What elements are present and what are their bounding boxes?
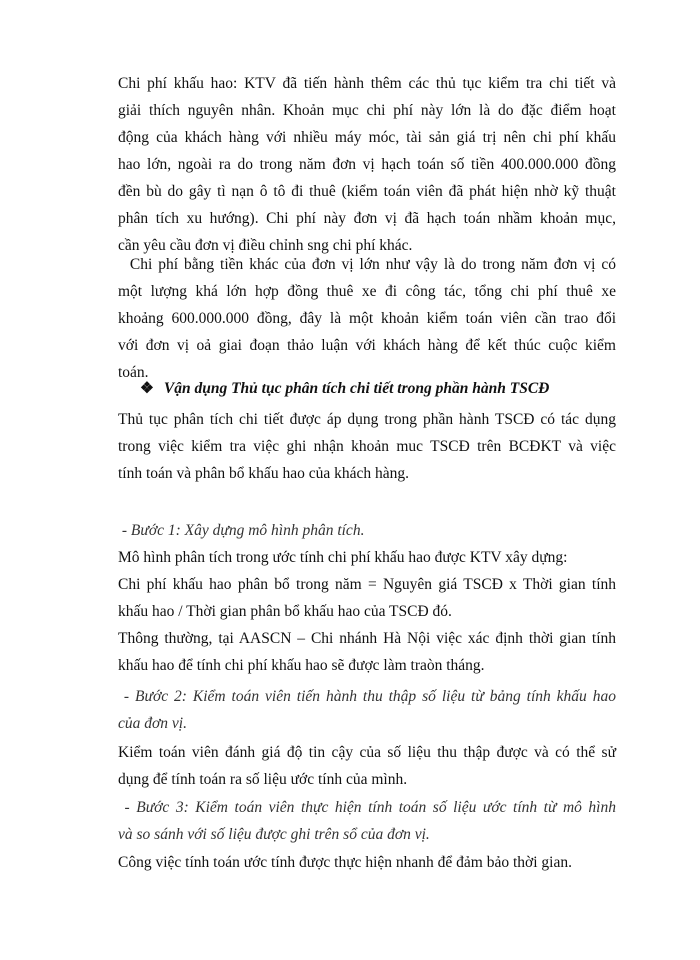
text-line: Kiểm toán viên đánh giá độ tin cậy của số liệu thu thập được và có thể sử — [118, 744, 616, 761]
text-line: - Bước 2: Kiểm toán viên tiến hành thu thập số liệu từ bảng tính khấu hao — [118, 688, 616, 705]
paragraph-reliability — [118, 739, 616, 793]
text-line: - Bước 3: Kiểm toán viên thực hiện tính toán số liệu ước tính từ mô hình — [118, 799, 616, 816]
diamond-bullet-icon: ❖ — [140, 380, 154, 397]
paragraph-analysis-procedure — [118, 406, 616, 487]
text-line: đền bù do gây tì nạn ô tô đi thuê (kiểm toán viên đã phát hiện nhờ kỹ thuật — [118, 183, 616, 200]
text-line: Mô hình phân tích trong ước tính chi phí khấu hao được KTV xây dựng: — [118, 549, 568, 566]
text-line: động của khách hàng với nhiều máy móc, tài sản giá trị nên chi phí khấu — [118, 129, 616, 146]
text-line: cần yêu cầu đơn vị điều chỉnh sng chi phí khác. — [118, 237, 413, 254]
text-line: và so sánh với số liệu được ghi trên sổ của đơn vị. — [118, 826, 430, 843]
step-2 — [118, 683, 616, 737]
paragraph-other-cash-cost — [118, 251, 616, 386]
text-line: Thông thường, tại AASCN – Chi nhánh Hà Nội việc xác định thời gian tính — [118, 630, 616, 647]
text-line: tính toán và phân bổ khấu hao của khách hàng. — [118, 465, 409, 482]
text-line: Công việc tính toán ước tính được thực hiện nhanh để đảm bảo thời gian. — [118, 854, 572, 871]
paragraph-model — [118, 544, 616, 679]
text-line: Thủ tục phân tích chi tiết được áp dụng trong phần hành TSCĐ có tác dụng — [118, 411, 616, 428]
text-line: Chi phí khấu hao: KTV đã tiến hành thêm các thủ tục kiểm tra chi tiết và — [118, 75, 616, 92]
section-heading — [140, 379, 549, 398]
text-line: trong việc kiểm tra việc ghi nhận khoản muc TSCĐ trên BCĐKT và việc — [118, 438, 616, 455]
text-line: giải thích nguyên nhân. Khoản mục chi phí này lớn là do đặc điểm hoạt — [118, 102, 616, 119]
paragraph-depreciation-cost — [118, 70, 616, 259]
text-line: Chi phí khấu hao phân bổ trong năm = Nguyên giá TSCĐ x Thời gian tính — [118, 576, 616, 593]
text-line: với đơn vị oả giai đoạn thảo luận với khách hàng để kết thúc cuộc kiểm — [118, 337, 616, 354]
text-line: của đơn vị. — [118, 715, 187, 732]
text-line: khấu hao để tính chi phí khấu hao sẽ được làm traòn tháng. — [118, 657, 485, 674]
text-line: - Bước 1: Xây dựng mô hình phân tích. — [118, 522, 365, 539]
section-heading-text: Vận dụng Thủ tục phân tích chi tiết trong phần hành TSCĐ — [163, 380, 550, 397]
paragraph-conclusion — [118, 849, 616, 876]
text-line: Chi phí bằng tiền khác của đơn vị lớn như vậy là do trong năm đơn vị có — [118, 256, 616, 273]
text-line: hao lớn, ngoài ra do trong năm đơn vị hạch toán số tiền 400.000.000 đồng — [118, 156, 616, 173]
step-1 — [118, 517, 616, 544]
text-line: khoảng 600.000.000 đồng, đây là một khoản kiểm toán viên cần trao đổi — [118, 310, 616, 327]
text-line: khấu hao / Thời gian phân bổ khấu hao của TSCĐ đó. — [118, 603, 452, 620]
text-line: một lượng khá lớn hợp đồng thuê xe đi công tác, tổng chi phí thuê xe — [118, 283, 616, 300]
text-line: phân tích xu hướng). Chi phí này đơn vị đã hạch toán nhầm khoản mục, — [118, 210, 616, 227]
text-line: toán. — [118, 364, 149, 381]
step-3 — [118, 794, 616, 848]
text-line: dụng để tính toán ra số liệu ước tính của mình. — [118, 771, 408, 788]
